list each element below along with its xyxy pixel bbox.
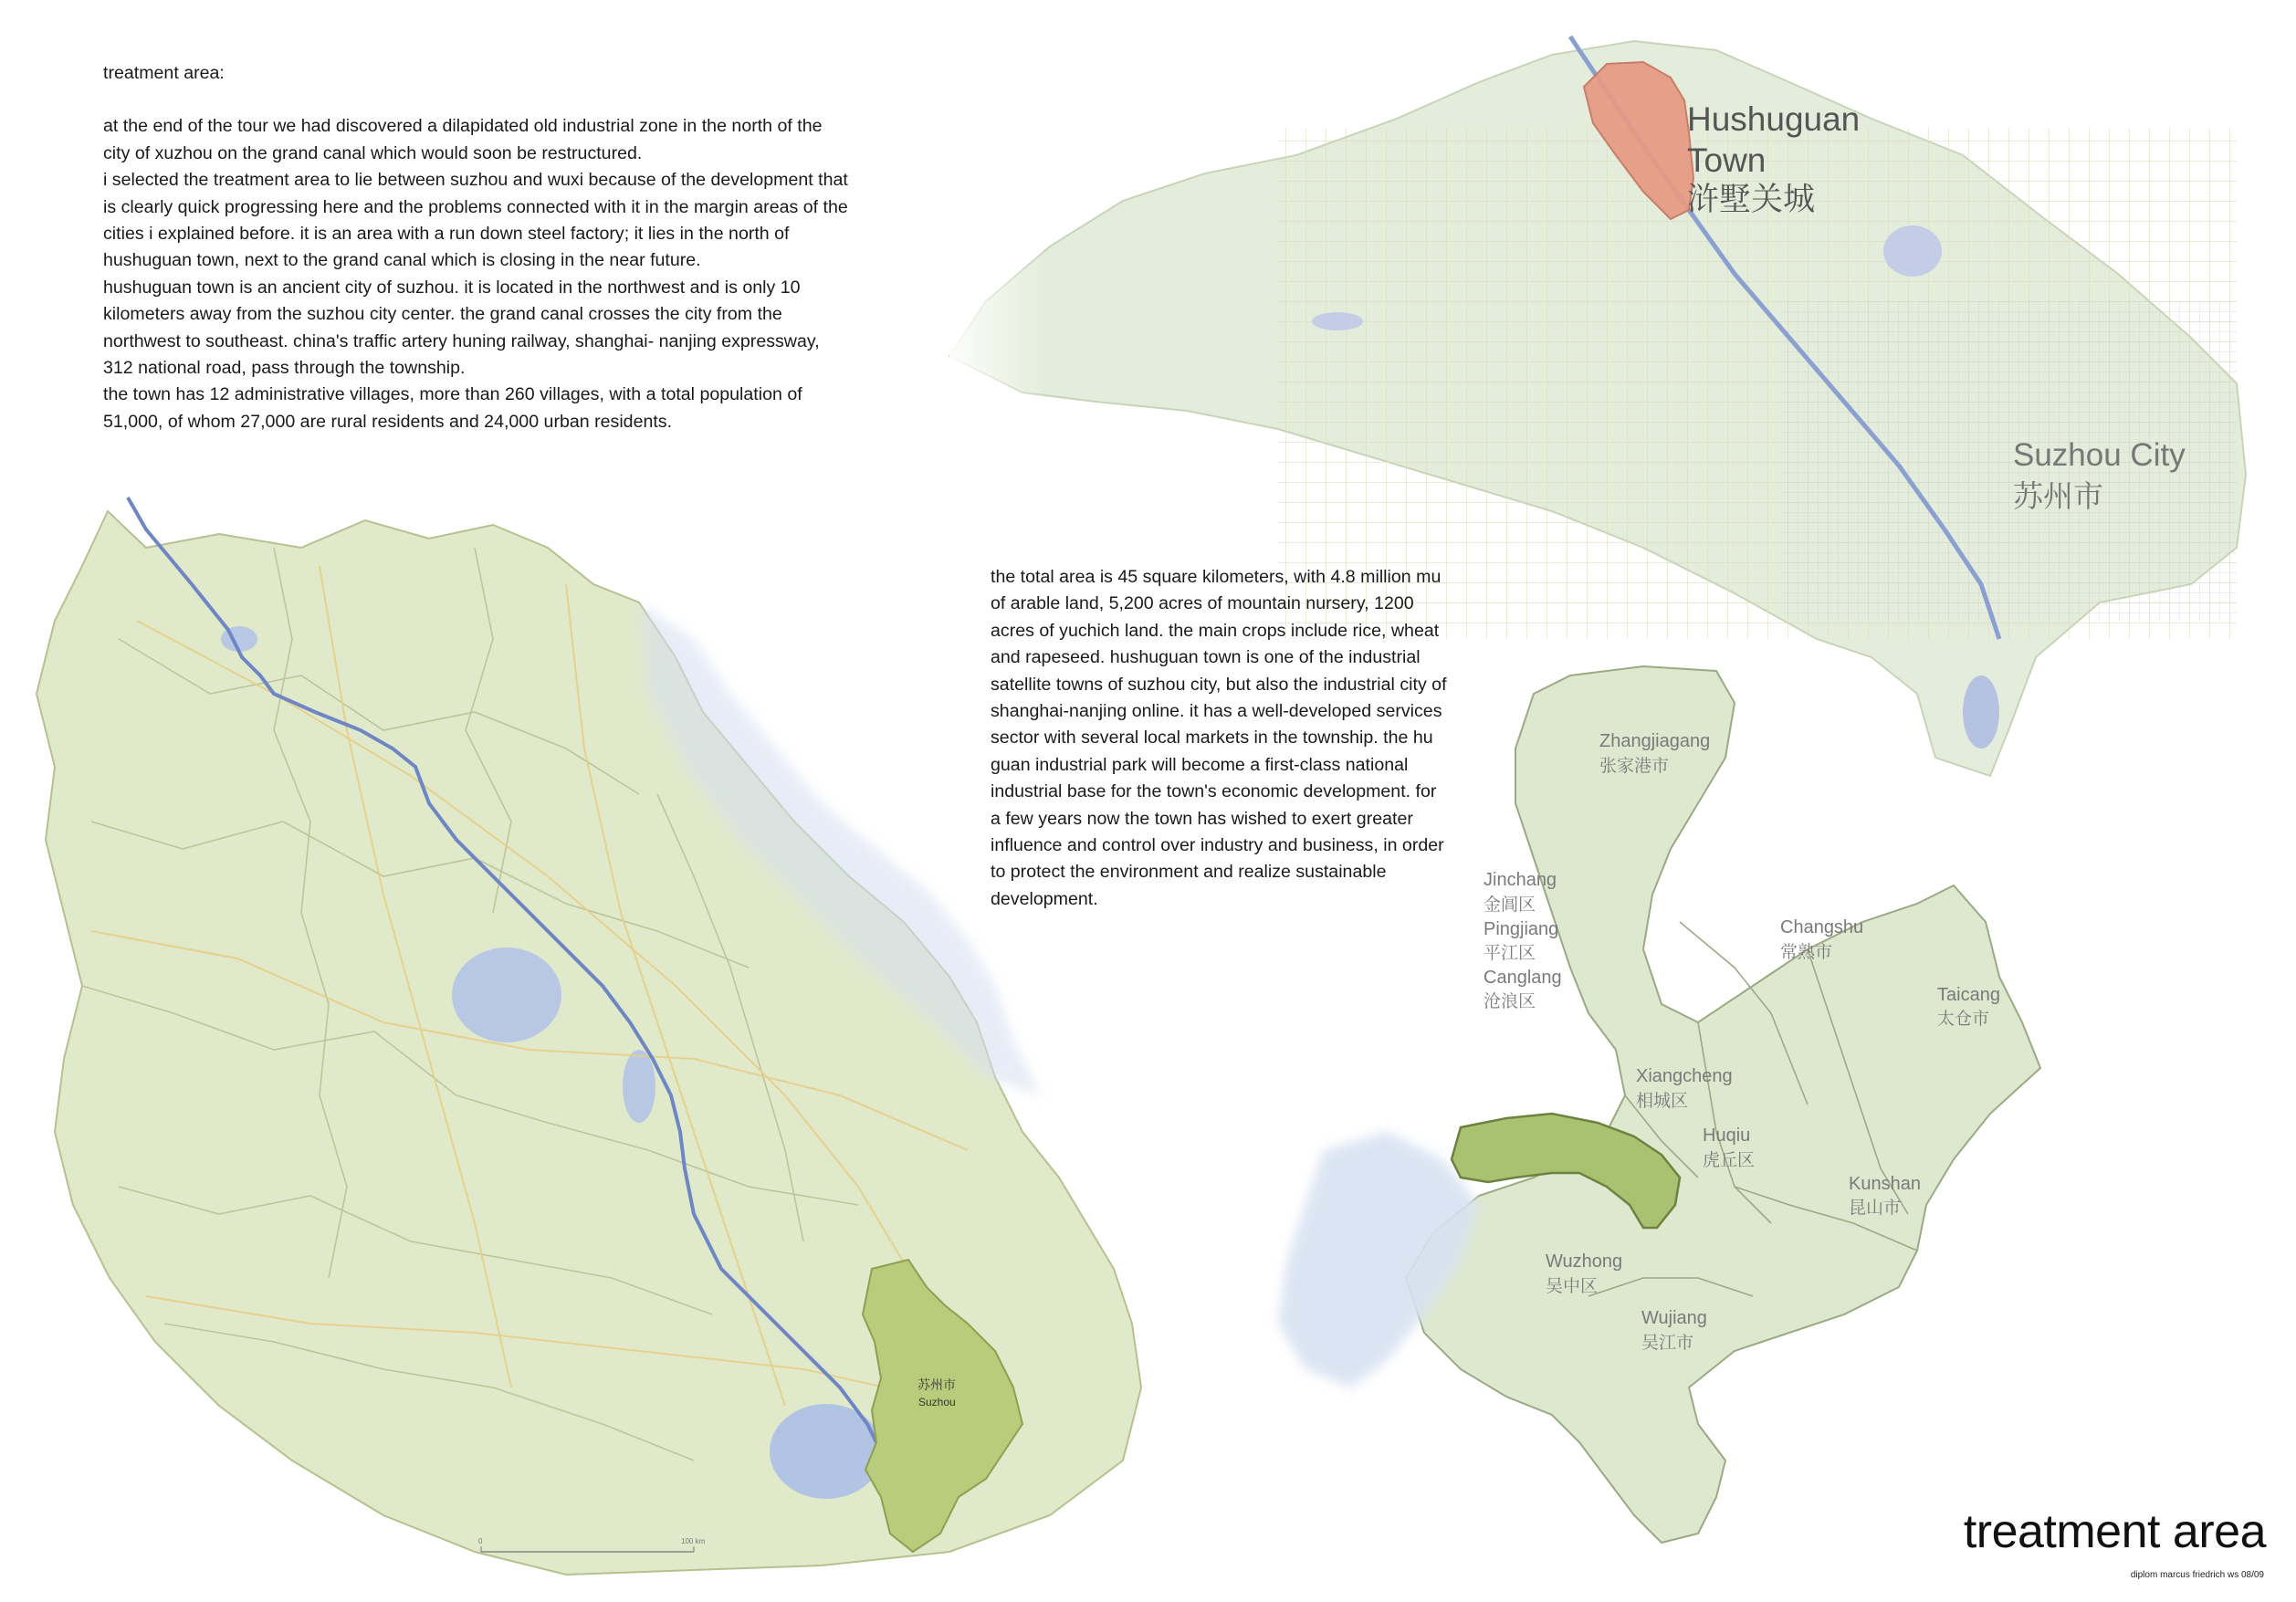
district-label-pingjiang: Pingjiang [1483,919,1559,939]
district-label-zhangjiagang: Zhangjiagang [1599,731,1711,751]
hushuguan-label-1: Hushuguan [1687,100,1861,138]
city-water-2 [1883,225,1942,277]
hushuguan-label-2: Town [1687,141,1767,179]
district-label-huqiu: Huqiu [1703,1126,1751,1146]
district-label-wujiang: Wujiang [1641,1308,1707,1328]
district-label-wuzhong: Wuzhong [1546,1251,1623,1272]
hushuguan-label-cn: 浒墅关城 [1687,182,1816,218]
intro-heading: treatment area: [103,63,225,83]
intro-paragraph-1: at the end of the tour we had discovered a dilapidated old industrial zone in the north of the city of xuzhou on the grand canal which would soon be restructured. [103,116,823,163]
suzhou-city-label: Suzhou City [2013,437,2186,473]
district-label-taicang: Taicang [1937,985,2000,1005]
intro-paragraph-4: the town has 12 administrative villages, more than 260 villages, with a total population of 51,000, of whom 27,000 are rural residents and 24,000 urban residents. [103,384,802,432]
scale-start: 0 [478,1537,483,1545]
district-label-huqiu-cn: 虎丘区 [1703,1150,1756,1170]
lake-tai [770,1404,883,1499]
intro-text-block [103,60,852,435]
middle-text-block: the total area is 45 square kilometers, with 4.8 million mu of arable land, 5,200 acres of mountain nursery, 1200 acres of yuchich land. the main crops include rice, wheat and rapeseed. hushuguan town is one of the industrial satellite towns of suzhou city, but also the industrial city of shanghai-nanjing online. it has a well-developed services sector with several local markets in the township. the hu guan industrial park will become a first-class national industrial base for the town's economic development. for a few years now the town has wished to exert greater influence and control over industry and business, in order to protect the environment and realize sustainable development. [991,567,1447,909]
district-label-pingjiang-cn: 平江区 [1483,943,1536,963]
suzhou-city-label-cn: 苏州市 [2013,478,2103,514]
page-title: treatment area [1963,1505,2266,1558]
district-label-canglang-cn: 沧浪区 [1483,991,1536,1011]
suzhou-label-en: Suzhou [918,1396,956,1408]
district-land [1406,666,2040,1543]
district-label-changshu-cn: 常熟市 [1780,942,1833,962]
suzhou-label-cn: 苏州市 [917,1378,956,1393]
intro-paragraph-2: i selected the treatment area to lie between suzhou and wuxi because of the development that is clearly quick progressing here and the problems connected with it in the margin areas of the cities i explained before. it is an area with a run down steel factory; it lies in the north of hushuguan town, next to the grand canal which is closing in the near future. [103,170,848,271]
district-label-jinchang-cn: 金阊区 [1483,895,1536,915]
intro-paragraph-3: hushuguan town is an ancient city of suzhou. it is located in the northwest and is only 10 kilometers away from the suzhou city center. the grand canal crosses the city from the northwest to southeast. china's traffic artery huning railway, shanghai- nanjing expressway, 312 national road, pass through the township. [103,277,820,379]
district-label-canglang: Canglang [1483,968,1562,988]
district-label-zhangjiagang-cn: 张家港市 [1599,756,1670,776]
district-label-kunshan: Kunshan [1849,1174,1921,1194]
district-label-xiangcheng-cn: 相城区 [1636,1091,1689,1111]
district-label-wujiang-cn: 吴江市 [1641,1333,1694,1353]
city-water-3 [1963,675,1999,749]
lake-hongze [452,948,561,1042]
district-label-taicang-cn: 太仓市 [1937,1009,1990,1029]
district-label-kunshan-cn: 昆山市 [1849,1198,1902,1218]
credit-line: diplom marcus friedrich ws 08/09 [2130,1570,2264,1580]
district-label-xiangcheng: Xiangcheng [1636,1066,1733,1086]
scale-end: 100 km [681,1537,706,1545]
district-label-changshu: Changshu [1780,917,1864,937]
district-label-wuzhong-cn: 吴中区 [1546,1276,1599,1296]
lake-gaoyou [623,1050,655,1123]
district-label-jinchang: Jinchang [1483,870,1557,890]
